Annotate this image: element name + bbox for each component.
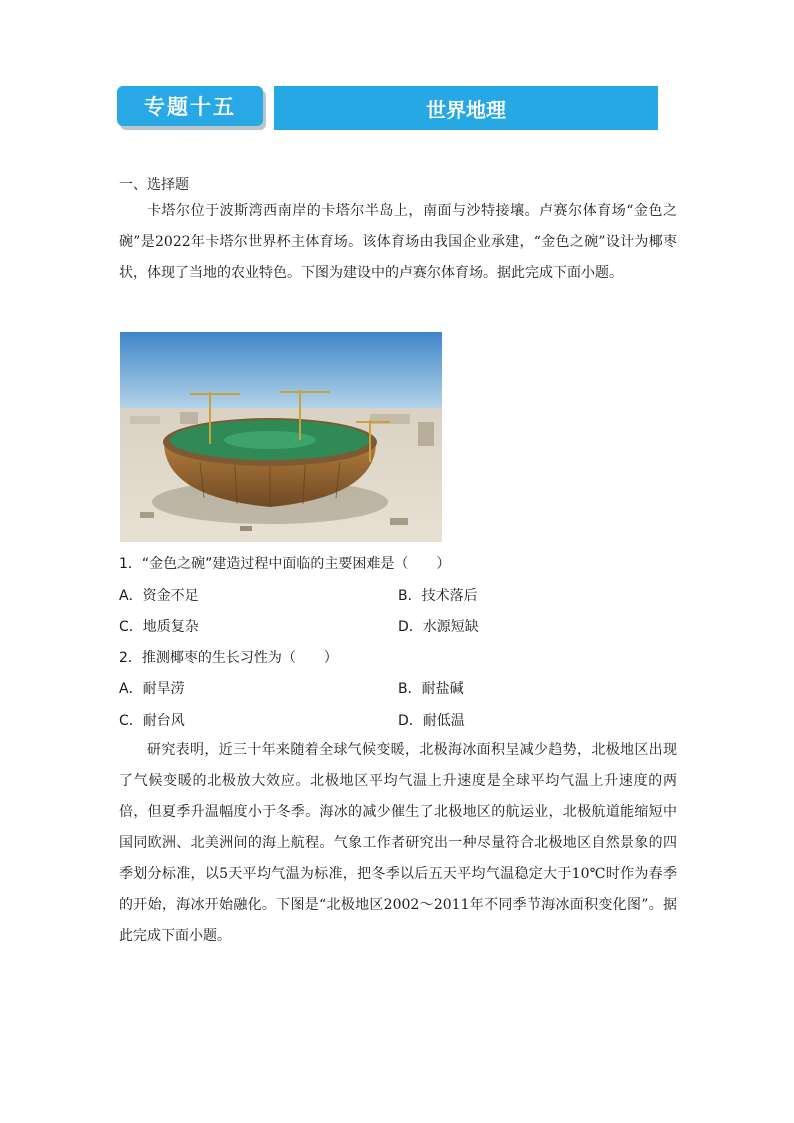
passage-qatar: 卡塔尔位于波斯湾西南岸的卡塔尔半岛上，南面与沙特接壤。卢赛尔体育场“金色之碗”是2022年卡塔尔世界杯主体育场。该体育场由我国企业承建，“金色之碗”设计为椰枣状，体现了当地的农业特色。下图为建设中的卢赛尔体育场。据此完成下面小题。 — [119, 203, 677, 281]
question-1-option-d: D．水源短缺 — [398, 619, 479, 635]
question-2-option-a: A．耐旱涝 — [119, 681, 185, 697]
passage-arctic: 研究表明，近三十年来随着全球气候变暖，北极海冰面积呈减少趋势，北极地区出现了气候变暖的北极放大效应。北极地区平均气温上升速度是全球平均气温上升速度的两倍，但夏季升温幅度小于冬季。海冰的减少催生了北极地区的航运业，北极航道能缩短中国同欧洲、北美洲间的海上航程。气象工作者研究出一种尽量符合北极地区自然景象的四季划分标准，以5天平均气温为标准，把冬季以后五天平均气温稳定大于10℃时作为春季的开始，海冰开始融化。下图是“北极地区2002～2011年不同季节海冰面积变化图”。据此完成下面小题。 — [119, 742, 677, 944]
section-title: 一、选择题 — [119, 177, 189, 193]
question-2-option-c: C．耐台风 — [119, 713, 185, 729]
question-1-option-a: A．资金不足 — [119, 588, 199, 604]
stadium-construction-photo — [120, 332, 442, 542]
question-2-stem: 2．推测椰枣的生长习性为（ ） — [119, 650, 338, 666]
question-1-option-b: B．技术落后 — [398, 588, 478, 604]
question-1-stem: 1．“金色之碗”建造过程中面临的主要困难是（ ） — [119, 556, 451, 572]
question-1-option-c: C．地质复杂 — [119, 619, 199, 635]
topic-number-tag: 专题十五 — [117, 86, 263, 126]
question-2-option-d: D．耐低温 — [398, 713, 465, 729]
topic-title-banner: 世界地理 — [274, 86, 658, 130]
question-2-option-b: B．耐盐碱 — [398, 681, 464, 697]
